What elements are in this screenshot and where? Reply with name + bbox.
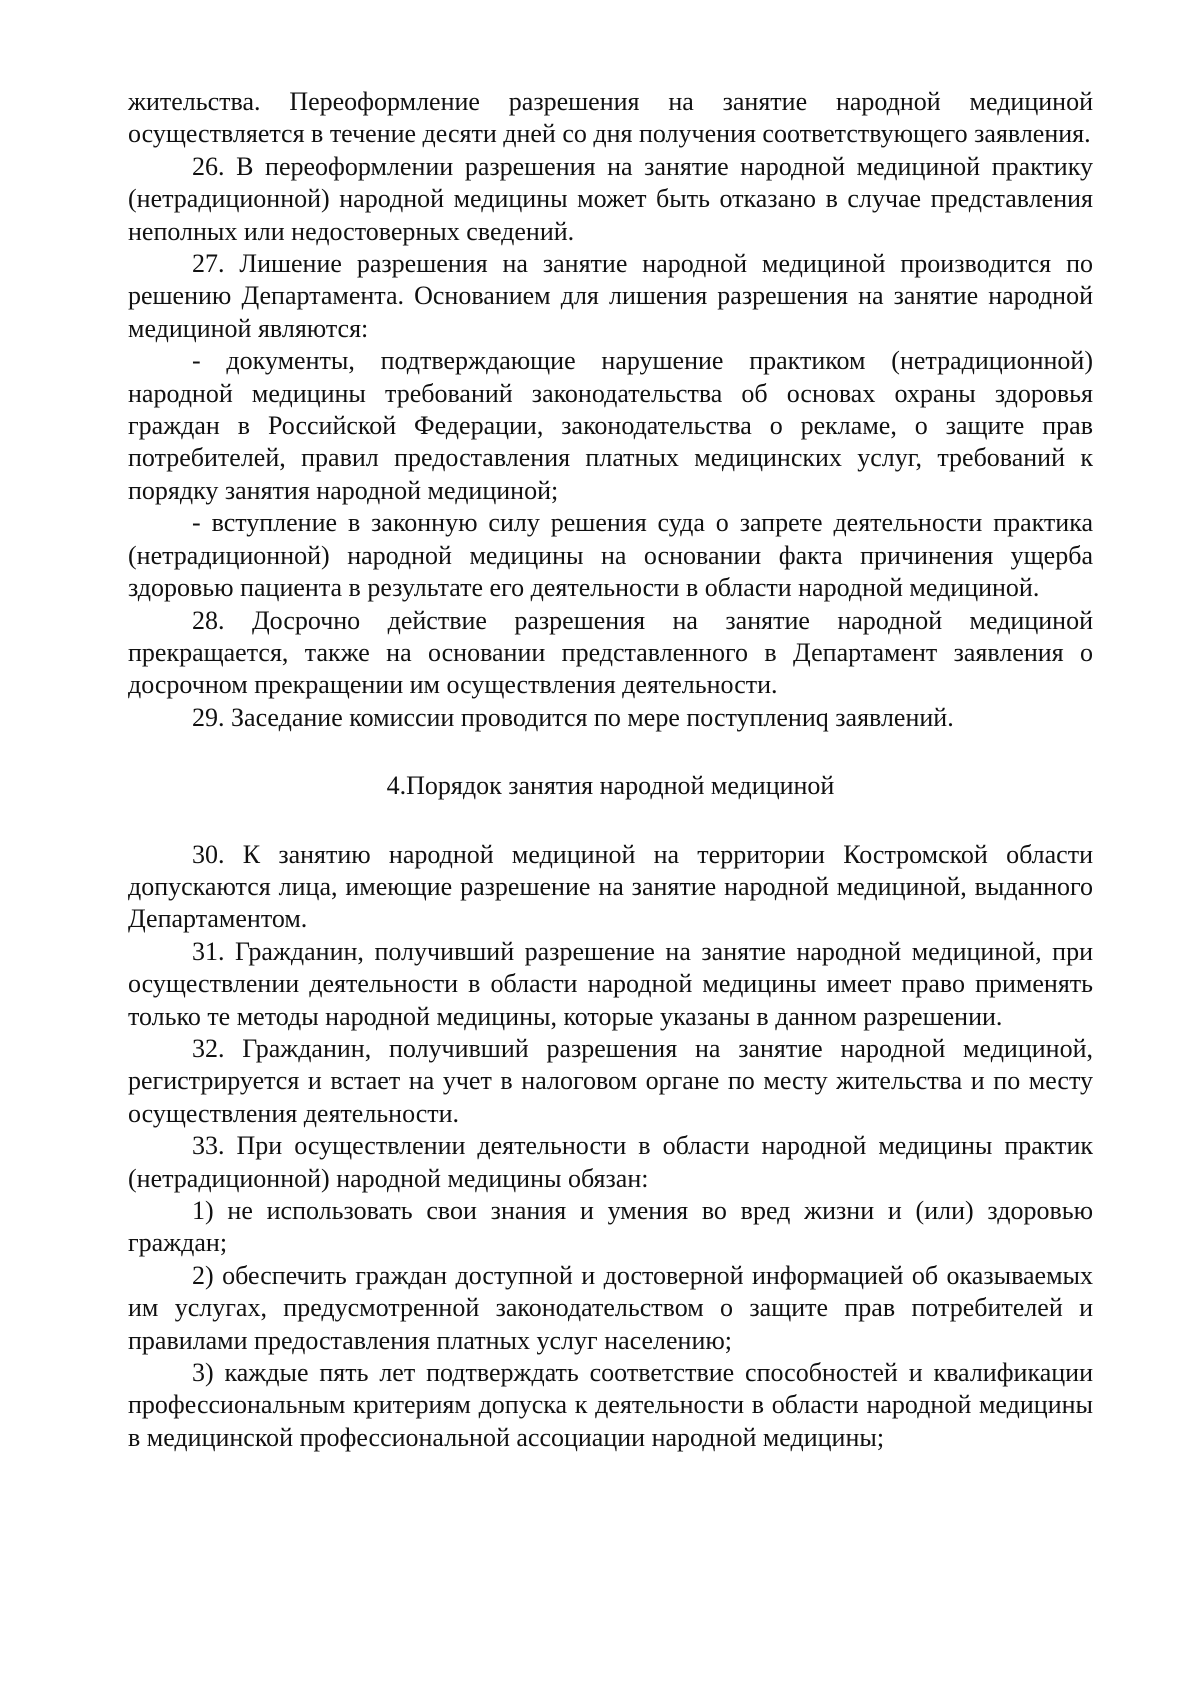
list-item-1: 1) не использовать свои знания и умения во вред жизни и (или) здоровью граждан;	[128, 1196, 1093, 1258]
paragraph-27: 27. Лишение разрешения на занятие народной медициной производится по решению Департамента. Основанием для лишения разрешения на занятие народной медициной являются:	[128, 249, 1093, 343]
list-item-3: 3) каждые пять лет подтверждать соответствие способностей и квалификации профессиональным критериям допуска к деятельности в области народной медицины в медицинской профессиональной ассоциации народной медицины;	[128, 1358, 1093, 1452]
paragraph-continuation: жительства. Переоформление разрешения на занятие народной медициной осуществляется в течение десяти дней со дня получения соответствующего заявления.	[128, 87, 1093, 149]
paragraph-33: 33. При осуществлении деятельности в области народной медицины практик (нетрадиционной) народной медицины обязан:	[128, 1131, 1093, 1193]
list-item-documents: - документы, подтверждающие нарушение практиком (нетрадиционной) народной медицины требований законодательства об основах охраны здоровья граждан в Российской Федерации, законодательства о рекламе, о защите прав потребителей, правил предоставления платных медицинских услуг, требований к порядку занятия народной медициной;	[128, 346, 1093, 505]
list-item-court-decision: - вступление в законную силу решения суда о запрете деятельности практика (нетрадиционной) народной медицины на основании факта причинения ущерба здоровью пациента в результате его деятельности в области народной медициной.	[128, 508, 1093, 603]
paragraph-28: 28. Досрочно действие разрешения на занятие народной медициной прекращается, также на основании представленного в Департамент заявления о досрочном прекращении им осуществления деятельности.	[128, 605, 1093, 700]
paragraph-31: 31. Гражданин, получивший разрешение на занятие народной медициной, при осуществлении деятельности в области народной медицины имеет право применять только те методы народной медицины, которые указаны в данном разрешении.	[128, 936, 1093, 1031]
paragraph-32: 32. Гражданин, получивший разрешения на занятие народной медициной, регистрируется и встает на учет в налоговом органе по месту жительства и по месту осуществления деятельности.	[128, 1033, 1093, 1128]
section-heading: 4.Порядок занятия народной медициной	[386, 771, 835, 801]
list-item-2: 2) обеспечить граждан доступной и достоверной информацией об оказываемых им услугах, предусмотренной законодательством о защите прав потребителей и правилами предоставления платных услуг населению;	[128, 1260, 1093, 1355]
paragraph-30: 30. К занятию народной медициной на территории Костромской области допускаются лица, имеющие разрешение на занятие народной медициной, выданного Департаментом.	[128, 839, 1093, 934]
paragraph-29: 29. Заседание комиссии проводится по мере поступлениq заявлений.	[192, 702, 954, 732]
paragraph-26: 26. В переоформлении разрешения на занятие народной медициной практику (нетрадиционной) народной медицины может быть отказано в случае представления неполных или недостоверных сведений.	[128, 151, 1093, 246]
document-body	[128, 86, 1093, 1454]
